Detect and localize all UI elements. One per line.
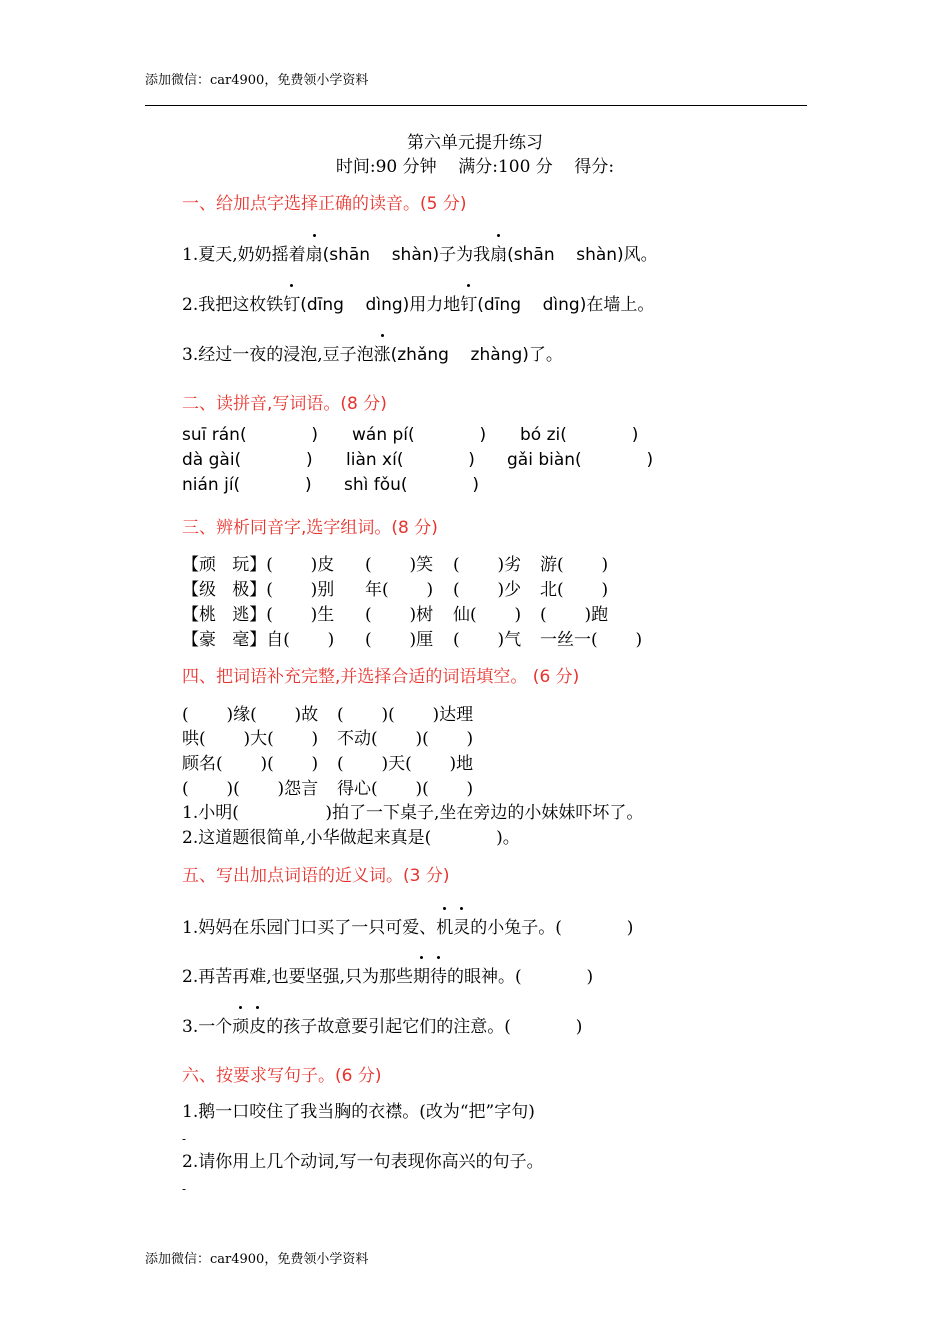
header-watermark: 添加微信：car4900，免费领小学资料 [145,73,369,88]
pinyin-item: liàn xí( ) [346,450,475,470]
pinyin-item: suī rán( ) [182,425,319,445]
s2-row-1 [182,425,638,445]
dotted-char: 待 [430,962,447,987]
s3-row-4: 【豪 毫】自( ) ( )厘 ( )气 一丝一( ) [182,630,643,650]
section-3-title: 三、辨析同音字,选字组词。(8 分) [182,518,438,538]
dotted-char: 钉 [460,290,477,315]
dotted-char: 涨 [374,340,391,365]
s2-row-3 [182,475,479,495]
s1-question-1: 1.夏天,奶奶摇着扇(shān shàn)子为我扇(shān shàn)风。 [182,240,658,265]
s4-question-1: 1.小明( )拍了一下桌子,坐在旁边的小妹妹吓坏了。 [182,803,644,823]
section-1-title: 一、给加点字选择正确的读音。(5 分) [182,194,467,214]
s5-question-2: 2.再苦再难,也要坚强,只为那些期待的眼神。( ) [182,962,593,987]
exam-meta: 时间:90 分钟 满分:100 分 得分: [335,157,615,177]
header-rule [145,105,807,106]
section-5-title: 五、写出加点词语的近义词。(3 分) [182,866,450,886]
s5-question-3: 3.一个顽皮的孩子故意要引起它们的注意。( ) [182,1012,582,1037]
dotted-char: 扇 [490,240,507,265]
pinyin-item: wán pí( ) [352,425,487,445]
dotted-char: 钉 [283,290,300,315]
footer-watermark: 添加微信：car4900，免费领小学资料 [145,1252,369,1267]
pinyin-item: nián jí( ) [182,475,312,495]
answer-blank: - [182,1182,187,1196]
dotted-char: 灵 [453,913,470,938]
pinyin-item: gǎi biàn( ) [507,450,654,470]
dotted-word [436,918,470,938]
s3-row-2: 【级 极】( )别 年( ) ( )少 北( ) [182,580,609,600]
section-2-title: 二、读拼音,写词语。(8 分) [182,394,387,414]
s3-row-1: 【顽 玩】( )皮 ( )笑 ( )劣 游( ) [182,555,609,575]
s4-row-3: 顾名( )( ) ( )天( )地 [182,754,474,774]
dotted-char: 扇 [306,240,323,265]
pinyin-item: dà gài( ) [182,450,313,470]
pinyin-item: bó zi( ) [520,425,639,445]
s2-row-2 [182,450,653,470]
s5-question-1: 1.妈妈在乐园门口买了一只可爱、机灵的小兔子。( ) [182,913,633,938]
s1-question-2: 2.我把这枚铁钉(dīng dìng)用力地钉(dīng dìng)在墙上。 [182,290,654,315]
s6-question-2: 2.请你用上几个动词,写一句表现你高兴的句子。 [182,1152,544,1172]
section-6-title: 六、按要求写句子。(6 分) [182,1066,382,1086]
pinyin-item: shì fǒu( ) [344,475,480,495]
answer-blank: - [182,1132,187,1146]
s4-question-2: 2.这道题很简单,小华做起来真是( )。 [182,828,520,848]
s6-question-1: 1.鹅一口咬住了我当胸的衣襟。(改为“把”字句) [182,1102,535,1122]
dotted-char: 期 [413,962,430,987]
section-4-title: 四、把词语补充完整,并选择合适的词语填空。 (6 分) [182,667,580,687]
dotted-char: 皮 [249,1012,266,1037]
dotted-char: 机 [436,913,453,938]
s4-row-1: ( )缘( )故 ( )( )达理 [182,705,474,725]
dotted-char: 顽 [232,1012,249,1037]
s4-row-4: ( )( )怨言 得心( )( ) [182,779,474,799]
page-title: 第六单元提升练习 [407,133,543,153]
s1-question-3: 3.经过一夜的浸泡,豆子泡涨(zhǎng zhàng)了。 [182,340,563,365]
dotted-word [232,1017,266,1037]
dotted-word [413,967,447,987]
s3-row-3: 【桃 逃】( )生 ( )树 仙( ) ( )跑 [182,605,609,625]
s4-row-2: 哄( )大( ) 不动( )( ) [182,729,474,749]
